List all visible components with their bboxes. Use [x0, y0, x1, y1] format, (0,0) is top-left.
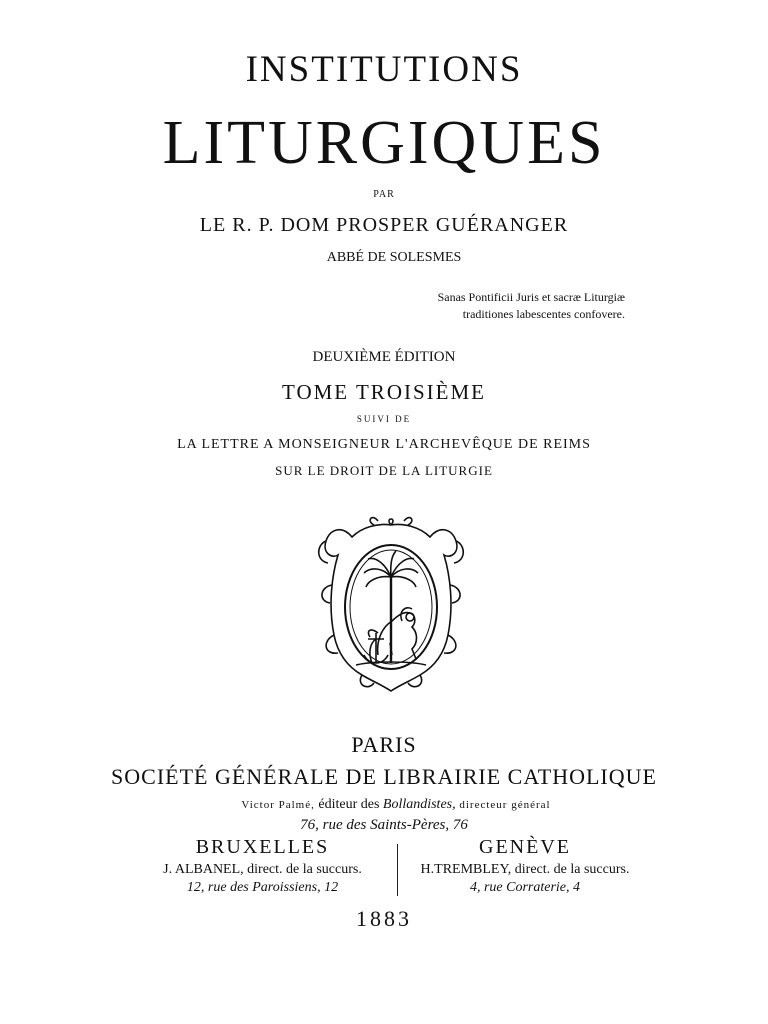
publisher-address: 76, rue des Saints-Pères, 76 — [300, 817, 468, 833]
epigraph-line-2: traditiones labescentes confovere. — [462, 307, 625, 321]
author-title: ABBÉ DE SOLESMES — [326, 250, 462, 265]
subtitle-line-1: LA LETTRE A MONSEIGNEUR L'ARCHEVÊQUE DE REIMS — [177, 437, 591, 452]
branch-left-address: 12, rue des Paroissiens, 12 — [186, 880, 339, 895]
director-role: directeur général — [455, 799, 551, 811]
epigraph — [400, 289, 625, 323]
director-name: Victor Palmé, — [241, 799, 315, 811]
branch-right-address: 4, rue Corraterie, 4 — [469, 880, 581, 895]
lion-palm-cartouche-icon — [312, 515, 470, 695]
subtitle-line-2: SUR LE DROIT DE LA LITURGIE — [275, 463, 493, 478]
director-italic: Bollandistes, — [382, 797, 456, 812]
publisher-name: SOCIÉTÉ GÉNÉRALE DE LIBRAIRIE CATHOLIQUE — [111, 764, 657, 789]
author-name: LE R. P. DOM PROSPER GUÉRANGER — [199, 214, 569, 236]
branch-right-city: GENÈVE — [479, 836, 571, 858]
publisher-city: PARIS — [351, 732, 417, 757]
title-line-1: INSTITUTIONS — [245, 49, 523, 90]
branch-left-city: BRUXELLES — [195, 836, 330, 858]
column-divider — [397, 844, 398, 896]
publication-year: 1883 — [356, 906, 412, 931]
branch-right-director: H.TREMBLEY, direct. de la succurs. — [420, 862, 630, 877]
epigraph-line-1: Sanas Pontificii Juris et sacræ Liturgiæ — [437, 290, 625, 304]
suivi-label: SUIVI DE — [356, 414, 412, 424]
title-line-2: LITURGIQUES — [162, 109, 606, 177]
publisher-director — [12, 797, 768, 813]
edition: DEUXIÈME ÉDITION — [312, 349, 456, 365]
director-middle: éditeur des — [314, 797, 383, 812]
branch-left-director: J. ALBANEL, direct. de la succurs. — [163, 862, 362, 877]
par-label: PAR — [373, 189, 395, 200]
volume: TOME TROISIÈME — [282, 380, 486, 404]
